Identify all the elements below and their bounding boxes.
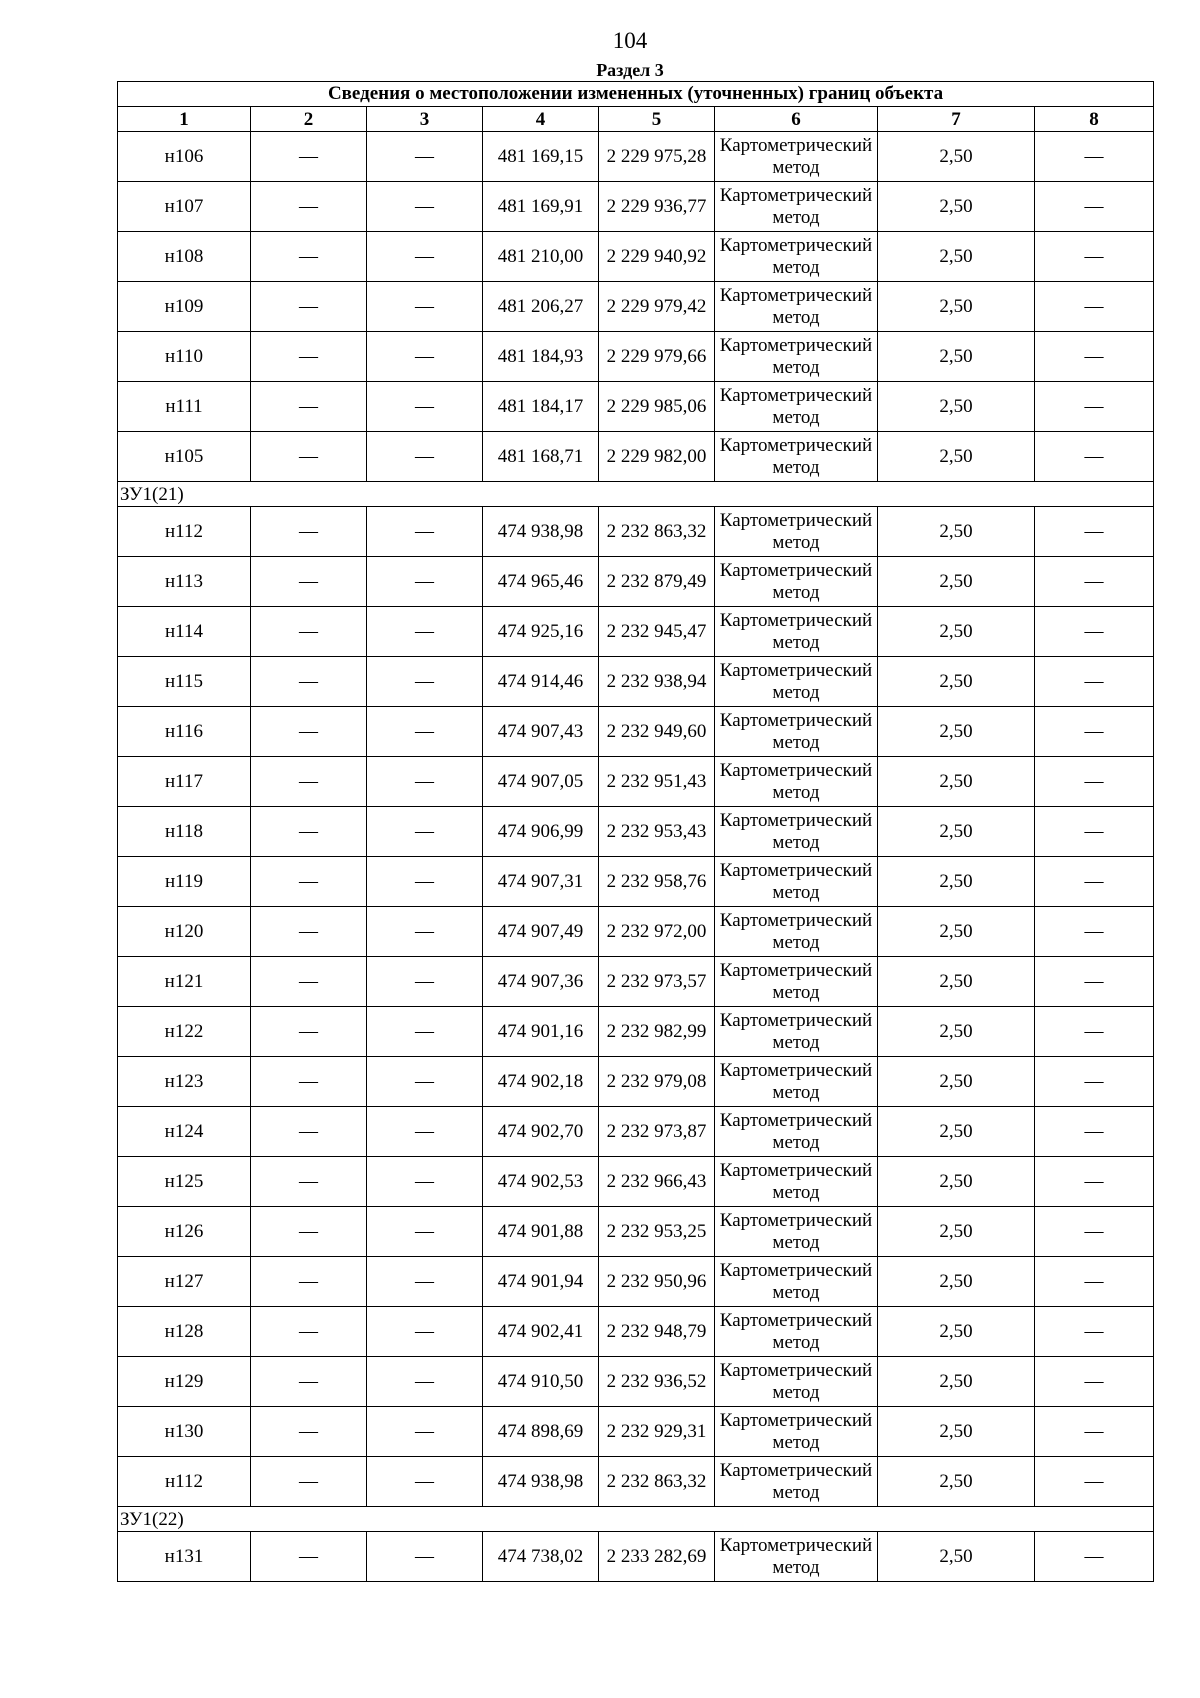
table-row: [118, 657, 1154, 707]
column-number: 3: [367, 107, 483, 132]
y-coordinate: 2 232 979,08: [599, 1057, 715, 1107]
method-value: Картометрический метод: [715, 182, 878, 232]
col2-value: —: [251, 1157, 367, 1207]
x-coordinate: 474 938,98: [483, 1457, 599, 1507]
x-coordinate: 474 907,49: [483, 907, 599, 957]
col3-value: —: [367, 1157, 483, 1207]
col3-value: —: [367, 757, 483, 807]
col2-value: —: [251, 857, 367, 907]
col8-value: —: [1035, 1532, 1154, 1582]
y-coordinate: 2 229 985,06: [599, 382, 715, 432]
table-row: [118, 1357, 1154, 1407]
col3-value: —: [367, 1357, 483, 1407]
table-row: [118, 557, 1154, 607]
col8-value: —: [1035, 707, 1154, 757]
x-coordinate: 474 902,41: [483, 1307, 599, 1357]
x-coordinate: 474 907,43: [483, 707, 599, 757]
col3-value: —: [367, 1257, 483, 1307]
col2-value: —: [251, 432, 367, 482]
accuracy-value: 2,50: [878, 282, 1035, 332]
table-row: [118, 232, 1154, 282]
point-number: н119: [118, 857, 251, 907]
col2-value: —: [251, 282, 367, 332]
col3-value: —: [367, 182, 483, 232]
col8-value: —: [1035, 857, 1154, 907]
col3-value: —: [367, 807, 483, 857]
accuracy-value: 2,50: [878, 182, 1035, 232]
method-value: Картометрический метод: [715, 132, 878, 182]
col3-value: —: [367, 1107, 483, 1157]
col8-value: —: [1035, 1457, 1154, 1507]
col2-value: —: [251, 1257, 367, 1307]
y-coordinate: 2 232 948,79: [599, 1307, 715, 1357]
col2-value: —: [251, 557, 367, 607]
method-value: Картометрический метод: [715, 607, 878, 657]
column-number: 2: [251, 107, 367, 132]
x-coordinate: 481 184,93: [483, 332, 599, 382]
y-coordinate: 2 229 979,66: [599, 332, 715, 382]
method-value: Картометрический метод: [715, 1207, 878, 1257]
col8-value: —: [1035, 807, 1154, 857]
y-coordinate: 2 232 953,43: [599, 807, 715, 857]
col3-value: —: [367, 507, 483, 557]
y-coordinate: 2 232 945,47: [599, 607, 715, 657]
x-coordinate: 481 206,27: [483, 282, 599, 332]
col3-value: —: [367, 1532, 483, 1582]
point-number: н113: [118, 557, 251, 607]
point-number: н107: [118, 182, 251, 232]
y-coordinate: 2 232 863,32: [599, 507, 715, 557]
accuracy-value: 2,50: [878, 1207, 1035, 1257]
method-value: Картометрический метод: [715, 907, 878, 957]
accuracy-value: 2,50: [878, 1532, 1035, 1582]
x-coordinate: 474 938,98: [483, 507, 599, 557]
y-coordinate: 2 229 940,92: [599, 232, 715, 282]
accuracy-value: 2,50: [878, 1157, 1035, 1207]
col8-value: —: [1035, 957, 1154, 1007]
y-coordinate: 2 232 950,96: [599, 1257, 715, 1307]
col3-value: —: [367, 1407, 483, 1457]
col2-value: —: [251, 332, 367, 382]
point-number: н111: [118, 382, 251, 432]
point-number: н112: [118, 1457, 251, 1507]
method-value: Картометрический метод: [715, 1007, 878, 1057]
x-coordinate: 481 210,00: [483, 232, 599, 282]
table-row: [118, 507, 1154, 557]
point-number: н116: [118, 707, 251, 757]
col2-value: —: [251, 1457, 367, 1507]
col8-value: —: [1035, 282, 1154, 332]
y-coordinate: 2 232 936,52: [599, 1357, 715, 1407]
point-number: н129: [118, 1357, 251, 1407]
table-row: [118, 1257, 1154, 1307]
method-value: Картометрический метод: [715, 382, 878, 432]
x-coordinate: 474 965,46: [483, 557, 599, 607]
col8-value: —: [1035, 1107, 1154, 1157]
col8-value: —: [1035, 757, 1154, 807]
method-value: Картометрический метод: [715, 332, 878, 382]
accuracy-value: 2,50: [878, 507, 1035, 557]
col8-value: —: [1035, 1007, 1154, 1057]
method-value: Картометрический метод: [715, 557, 878, 607]
accuracy-value: 2,50: [878, 1407, 1035, 1457]
y-coordinate: 2 232 951,43: [599, 757, 715, 807]
method-value: Картометрический метод: [715, 707, 878, 757]
page-number: 104: [612, 28, 648, 53]
table-row: [118, 382, 1154, 432]
col2-value: —: [251, 1007, 367, 1057]
point-number: н121: [118, 957, 251, 1007]
col3-value: —: [367, 557, 483, 607]
table-row: [118, 707, 1154, 757]
method-value: Картометрический метод: [715, 1407, 878, 1457]
group-label: ЗУ1(21): [118, 482, 1154, 507]
col2-value: —: [251, 1357, 367, 1407]
table-row: [118, 607, 1154, 657]
table-row: [118, 1107, 1154, 1157]
col8-value: —: [1035, 607, 1154, 657]
x-coordinate: 474 902,18: [483, 1057, 599, 1107]
x-coordinate: 474 901,88: [483, 1207, 599, 1257]
accuracy-value: 2,50: [878, 857, 1035, 907]
point-number: н105: [118, 432, 251, 482]
column-number: 7: [878, 107, 1035, 132]
accuracy-value: 2,50: [878, 807, 1035, 857]
accuracy-value: 2,50: [878, 332, 1035, 382]
group-header-row: [118, 1507, 1154, 1532]
point-number: н126: [118, 1207, 251, 1257]
col8-value: —: [1035, 657, 1154, 707]
y-coordinate: 2 229 975,28: [599, 132, 715, 182]
col2-value: —: [251, 907, 367, 957]
col2-value: —: [251, 957, 367, 1007]
col3-value: —: [367, 907, 483, 957]
point-number: н130: [118, 1407, 251, 1457]
column-number: 4: [483, 107, 599, 132]
col8-value: —: [1035, 232, 1154, 282]
method-value: Картометрический метод: [715, 807, 878, 857]
table-row: [118, 757, 1154, 807]
x-coordinate: 474 901,16: [483, 1007, 599, 1057]
col8-value: —: [1035, 1157, 1154, 1207]
col2-value: —: [251, 232, 367, 282]
col8-value: —: [1035, 1257, 1154, 1307]
col8-value: —: [1035, 182, 1154, 232]
accuracy-value: 2,50: [878, 957, 1035, 1007]
accuracy-value: 2,50: [878, 607, 1035, 657]
method-value: Картометрический метод: [715, 1532, 878, 1582]
y-coordinate: 2 232 949,60: [599, 707, 715, 757]
col3-value: —: [367, 857, 483, 907]
y-coordinate: 2 232 953,25: [599, 1207, 715, 1257]
x-coordinate: 474 902,53: [483, 1157, 599, 1207]
x-coordinate: 474 902,70: [483, 1107, 599, 1157]
table-row: [118, 1307, 1154, 1357]
x-coordinate: 474 910,50: [483, 1357, 599, 1407]
method-value: Картометрический метод: [715, 657, 878, 707]
col8-value: —: [1035, 1357, 1154, 1407]
point-number: н110: [118, 332, 251, 382]
table-row: [118, 332, 1154, 382]
point-number: н112: [118, 507, 251, 557]
point-number: н109: [118, 282, 251, 332]
y-coordinate: 2 232 938,94: [599, 657, 715, 707]
y-coordinate: 2 232 929,31: [599, 1407, 715, 1457]
col3-value: —: [367, 1057, 483, 1107]
col2-value: —: [251, 657, 367, 707]
method-value: Картометрический метод: [715, 432, 878, 482]
table-row: [118, 132, 1154, 182]
x-coordinate: 474 906,99: [483, 807, 599, 857]
y-coordinate: 2 232 958,76: [599, 857, 715, 907]
col3-value: —: [367, 332, 483, 382]
y-coordinate: 2 232 973,87: [599, 1107, 715, 1157]
method-value: Картометрический метод: [715, 1157, 878, 1207]
table-row: [118, 282, 1154, 332]
point-number: н108: [118, 232, 251, 282]
col2-value: —: [251, 757, 367, 807]
col8-value: —: [1035, 1307, 1154, 1357]
x-coordinate: 474 898,69: [483, 1407, 599, 1457]
col3-value: —: [367, 607, 483, 657]
table-row: [118, 1532, 1154, 1582]
point-number: н122: [118, 1007, 251, 1057]
x-coordinate: 474 914,46: [483, 657, 599, 707]
method-value: Картометрический метод: [715, 507, 878, 557]
col3-value: —: [367, 957, 483, 1007]
table-title: Сведения о местоположении измененных (уточненных) границ объекта: [118, 82, 1154, 107]
table-row: [118, 907, 1154, 957]
x-coordinate: 474 901,94: [483, 1257, 599, 1307]
point-number: н115: [118, 657, 251, 707]
col8-value: —: [1035, 1407, 1154, 1457]
accuracy-value: 2,50: [878, 657, 1035, 707]
col2-value: —: [251, 1532, 367, 1582]
column-number-row: [118, 107, 1154, 132]
x-coordinate: 481 184,17: [483, 382, 599, 432]
col8-value: —: [1035, 557, 1154, 607]
col2-value: —: [251, 607, 367, 657]
accuracy-value: 2,50: [878, 1257, 1035, 1307]
col3-value: —: [367, 657, 483, 707]
accuracy-value: 2,50: [878, 1457, 1035, 1507]
method-value: Картометрический метод: [715, 1307, 878, 1357]
col2-value: —: [251, 507, 367, 557]
table-row: [118, 432, 1154, 482]
group-header-row: [118, 482, 1154, 507]
col8-value: —: [1035, 507, 1154, 557]
y-coordinate: 2 232 863,32: [599, 1457, 715, 1507]
y-coordinate: 2 232 982,99: [599, 1007, 715, 1057]
method-value: Картометрический метод: [715, 857, 878, 907]
accuracy-value: 2,50: [878, 232, 1035, 282]
table-row: [118, 1207, 1154, 1257]
accuracy-value: 2,50: [878, 1107, 1035, 1157]
col2-value: —: [251, 182, 367, 232]
point-number: н127: [118, 1257, 251, 1307]
y-coordinate: 2 232 973,57: [599, 957, 715, 1007]
x-coordinate: 474 925,16: [483, 607, 599, 657]
col3-value: —: [367, 1007, 483, 1057]
point-number: н106: [118, 132, 251, 182]
x-coordinate: 474 738,02: [483, 1532, 599, 1582]
accuracy-value: 2,50: [878, 707, 1035, 757]
y-coordinate: 2 232 972,00: [599, 907, 715, 957]
group-label: ЗУ1(22): [118, 1507, 1154, 1532]
accuracy-value: 2,50: [878, 432, 1035, 482]
method-value: Картометрический метод: [715, 757, 878, 807]
col3-value: —: [367, 1207, 483, 1257]
col2-value: —: [251, 807, 367, 857]
table-row: [118, 857, 1154, 907]
col3-value: —: [367, 1307, 483, 1357]
col2-value: —: [251, 1407, 367, 1457]
table-row: [118, 1407, 1154, 1457]
y-coordinate: 2 232 879,49: [599, 557, 715, 607]
method-value: Картометрический метод: [715, 1107, 878, 1157]
table-row: [118, 1007, 1154, 1057]
table-row: [118, 957, 1154, 1007]
table-row: [118, 807, 1154, 857]
x-coordinate: 474 907,36: [483, 957, 599, 1007]
accuracy-value: 2,50: [878, 907, 1035, 957]
col2-value: —: [251, 1307, 367, 1357]
column-number: 5: [599, 107, 715, 132]
point-number: н125: [118, 1157, 251, 1207]
method-value: Картометрический метод: [715, 1357, 878, 1407]
x-coordinate: 474 907,31: [483, 857, 599, 907]
x-coordinate: 481 168,71: [483, 432, 599, 482]
col8-value: —: [1035, 132, 1154, 182]
accuracy-value: 2,50: [878, 757, 1035, 807]
col2-value: —: [251, 1057, 367, 1107]
method-value: Картометрический метод: [715, 282, 878, 332]
y-coordinate: 2 229 936,77: [599, 182, 715, 232]
x-coordinate: 481 169,91: [483, 182, 599, 232]
accuracy-value: 2,50: [878, 1307, 1035, 1357]
x-coordinate: 481 169,15: [483, 132, 599, 182]
accuracy-value: 2,50: [878, 1357, 1035, 1407]
section-label: Раздел 3: [596, 60, 664, 80]
accuracy-value: 2,50: [878, 382, 1035, 432]
point-number: н118: [118, 807, 251, 857]
point-number: н117: [118, 757, 251, 807]
col2-value: —: [251, 382, 367, 432]
table-title-row: [118, 82, 1154, 107]
accuracy-value: 2,50: [878, 1007, 1035, 1057]
col3-value: —: [367, 432, 483, 482]
col3-value: —: [367, 232, 483, 282]
point-number: н131: [118, 1532, 251, 1582]
col8-value: —: [1035, 332, 1154, 382]
col3-value: —: [367, 382, 483, 432]
col8-value: —: [1035, 1207, 1154, 1257]
method-value: Картометрический метод: [715, 957, 878, 1007]
y-coordinate: 2 232 966,43: [599, 1157, 715, 1207]
point-number: н114: [118, 607, 251, 657]
point-number: н123: [118, 1057, 251, 1107]
col8-value: —: [1035, 432, 1154, 482]
y-coordinate: 2 229 979,42: [599, 282, 715, 332]
col3-value: —: [367, 707, 483, 757]
x-coordinate: 474 907,05: [483, 757, 599, 807]
accuracy-value: 2,50: [878, 557, 1035, 607]
col8-value: —: [1035, 907, 1154, 957]
column-number: 6: [715, 107, 878, 132]
table-row: [118, 1157, 1154, 1207]
col2-value: —: [251, 1107, 367, 1157]
table-row: [118, 182, 1154, 232]
col3-value: —: [367, 282, 483, 332]
table-row: [118, 1057, 1154, 1107]
method-value: Картометрический метод: [715, 232, 878, 282]
point-number: н120: [118, 907, 251, 957]
point-number: н128: [118, 1307, 251, 1357]
method-value: Картометрический метод: [715, 1057, 878, 1107]
col3-value: —: [367, 1457, 483, 1507]
method-value: Картометрический метод: [715, 1257, 878, 1307]
col2-value: —: [251, 132, 367, 182]
col3-value: —: [367, 132, 483, 182]
accuracy-value: 2,50: [878, 132, 1035, 182]
method-value: Картометрический метод: [715, 1457, 878, 1507]
col8-value: —: [1035, 1057, 1154, 1107]
column-number: 1: [118, 107, 251, 132]
point-number: н124: [118, 1107, 251, 1157]
boundary-coordinates-table: [117, 81, 1154, 1582]
col2-value: —: [251, 707, 367, 757]
accuracy-value: 2,50: [878, 1057, 1035, 1107]
y-coordinate: 2 229 982,00: [599, 432, 715, 482]
table-row: [118, 1457, 1154, 1507]
y-coordinate: 2 233 282,69: [599, 1532, 715, 1582]
col8-value: —: [1035, 382, 1154, 432]
col2-value: —: [251, 1207, 367, 1257]
column-number: 8: [1035, 107, 1154, 132]
